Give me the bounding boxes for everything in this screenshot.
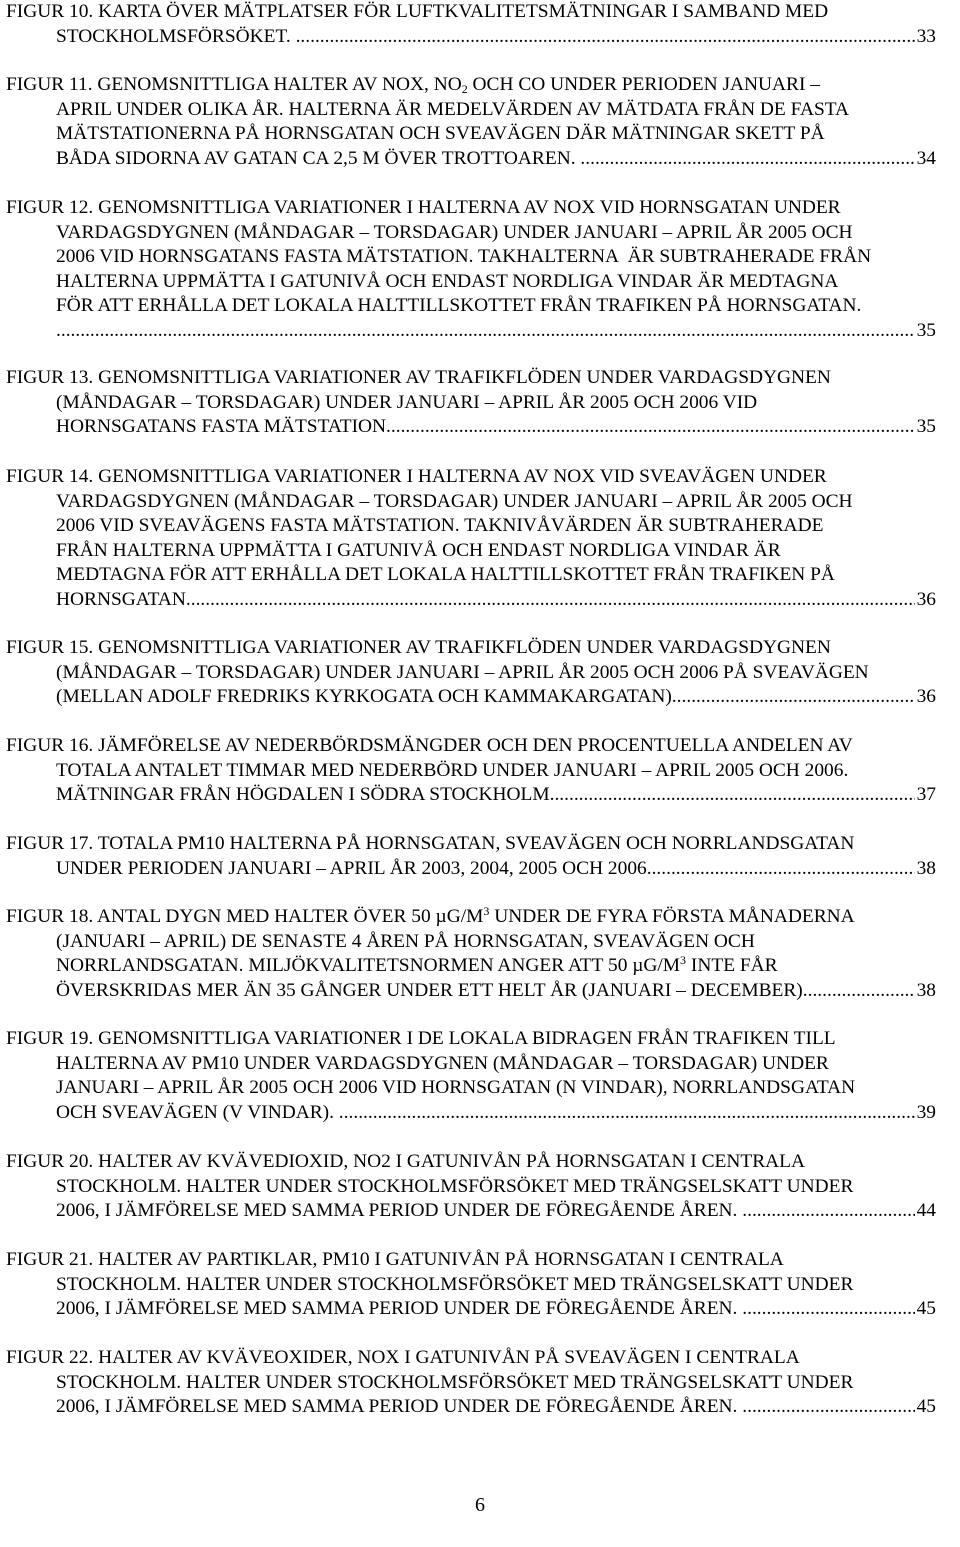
page-reference: 34	[916, 147, 936, 169]
toc-line-text: STOCKHOLM. HALTER UNDER STOCKHOLMSFÖRSÖKET MED TRÄNGSELSKATT UNDER	[56, 1273, 854, 1295]
toc-last-line	[6, 979, 936, 1004]
toc-line	[6, 1371, 936, 1396]
page-reference: 38	[916, 857, 936, 879]
toc-entry-figur-21[interactable]	[6, 1248, 936, 1322]
page-number: 6	[475, 1494, 485, 1516]
toc-last-line	[6, 1101, 936, 1126]
toc-line	[6, 73, 936, 98]
toc-entry-figur-20[interactable]	[6, 1150, 936, 1224]
toc-line	[6, 465, 936, 490]
toc-line-text: FIGUR 21. HALTER AV PARTIKLAR, PM10 I GATUNIVÅN PÅ HORNSGATAN I CENTRALA	[6, 1249, 784, 1270]
toc-line	[6, 514, 936, 539]
toc-line-text: (JANUARI – APRIL) DE SENASTE 4 ÅREN PÅ HORNSGATAN, SVEAVÄGEN OCH	[56, 930, 755, 952]
toc-entry-figur-18[interactable]	[6, 905, 936, 1003]
toc-line	[6, 661, 936, 686]
toc-line	[6, 1076, 936, 1101]
toc-line-text: 2006, I JÄMFÖRELSE MED SAMMA PERIOD UNDER DE FÖREGÅENDE ÅREN.	[56, 1298, 743, 1319]
toc-line	[6, 954, 936, 979]
superscript: 3	[680, 954, 687, 967]
toc-line	[6, 1346, 936, 1371]
toc-line	[6, 1027, 936, 1052]
toc-line-text: (MÅNDAGAR – TORSDAGAR) UNDER JANUARI – APRIL ÅR 2005 OCH 2006 VID	[56, 391, 758, 413]
toc-line-text: HALTERNA UPPMÄTTA I GATUNIVÅ OCH ENDAST NORDLIGA VINDAR ÄR MEDTAGNA	[56, 270, 839, 292]
dot-leader	[742, 1199, 914, 1224]
toc-line-text: VARDAGSDYGNEN (MÅNDAGAR – TORSDAGAR) UNDER JANUARI – APRIL ÅR 2005 OCH	[56, 490, 853, 512]
toc-line-text: MEDTAGNA FÖR ATT ERHÅLLA DET LOKALA HALTTILLSKOTTET FRÅN TRAFIKEN PÅ	[56, 564, 835, 585]
dot-leader	[56, 319, 915, 344]
toc-line-text: TOTALA ANTALET TIMMAR MED NEDERBÖRD UNDER JANUARI – APRIL 2005 OCH 2006.	[56, 759, 849, 781]
toc-line	[6, 196, 936, 221]
toc-line-text: 2006, I JÄMFÖRELSE MED SAMMA PERIOD UNDER DE FÖREGÅENDE ÅREN.	[56, 1200, 743, 1221]
page-reference: 38	[916, 979, 936, 1001]
toc-line-text: FIGUR 10. KARTA ÖVER MÄTPLATSER FÖR LUFTKVALITETSMÄTNINGAR I SAMBAND MED	[6, 1, 829, 22]
toc-line	[6, 759, 936, 784]
page-reference: 35	[916, 319, 936, 341]
toc-last-line	[6, 1297, 936, 1322]
page-reference: 45	[916, 1298, 936, 1319]
page-reference: 35	[916, 416, 936, 437]
toc-line-text: HALTERNA AV PM10 UNDER VARDAGSDYGNEN (MÅNDAGAR – TORSDAGAR) UNDER	[56, 1052, 829, 1074]
toc-line	[6, 1273, 936, 1298]
toc-line-text: BÅDA SIDORNA AV GATAN CA 2,5 M ÖVER TROTTOAREN.	[56, 147, 581, 169]
page-reference: 39	[916, 1101, 936, 1123]
toc-line-text: (MÅNDAGAR – TORSDAGAR) UNDER JANUARI – APRIL ÅR 2005 OCH 2006 PÅ SVEAVÄGEN	[56, 661, 869, 683]
toc-entry-figur-15[interactable]	[6, 636, 936, 710]
toc-line	[6, 539, 936, 564]
toc-line-text: UNDER DE FYRA FÖRSTA MÅNADERNA	[489, 906, 855, 927]
toc-line	[6, 1150, 936, 1175]
toc-last-line	[6, 783, 936, 808]
dot-leader	[677, 685, 915, 710]
toc-last-line	[6, 1395, 936, 1420]
toc-line-text: FIGUR 14. GENOMSNITTLIGA VARIATIONER I HALTERNA AV NOX VID SVEAVÄGEN UNDER	[6, 466, 827, 487]
page-reference: 36	[916, 686, 936, 707]
toc-line-text: FIGUR 11. GENOMSNITTLIGA HALTER AV NOX, NO	[6, 74, 462, 95]
toc-line	[6, 563, 936, 588]
dot-leader	[742, 1297, 914, 1322]
toc-line	[6, 1175, 936, 1200]
toc-entry-figur-11[interactable]	[6, 73, 936, 171]
toc-line-text: MÄTSTATIONERNA PÅ HORNSGATAN OCH SVEAVÄGEN DÄR MÄTNINGAR SKETT PÅ	[56, 123, 825, 144]
toc-line-text: 2006 VID SVEAVÄGENS FASTA MÄTSTATION. TAKNIVÅVÄRDEN ÄR SUBTRAHERADE	[56, 515, 824, 536]
toc-line	[6, 930, 936, 955]
toc-last-line	[6, 857, 936, 882]
toc-last-line	[6, 415, 936, 440]
toc-line-text: OCH CO UNDER PERIODEN JANUARI –	[467, 74, 825, 95]
toc-entry-figur-13[interactable]	[6, 366, 936, 440]
toc-line	[6, 391, 936, 416]
toc-line	[6, 98, 936, 123]
subscript: 2	[461, 82, 468, 96]
toc-line-text: HORNSGATANS FASTA MÄTSTATION.	[56, 416, 391, 437]
toc-last-line	[6, 25, 936, 50]
page-reference: 44	[916, 1200, 936, 1221]
toc-line-text: FIGUR 17. TOTALA PM10 HALTERNA PÅ HORNSGATAN, SVEAVÄGEN OCH NORRLANDSGATAN	[6, 833, 855, 854]
toc-line-text: MÄTNINGAR FRÅN HÖGDALEN I SÖDRA STOCKHOLM	[56, 784, 550, 805]
toc-line	[6, 734, 936, 759]
page-reference: 33	[916, 25, 936, 47]
toc-entry-figur-16[interactable]	[6, 734, 936, 808]
dot-leader	[580, 147, 914, 172]
toc-line-text: FIGUR 15. GENOMSNITTLIGA VARIATIONER AV TRAFIKFLÖDEN UNDER VARDAGSDYGNEN	[6, 637, 831, 658]
toc-entry-figur-14[interactable]	[6, 465, 936, 612]
toc-line-text: FIGUR 12. GENOMSNITTLIGA VARIATIONER I HALTERNA AV NOX VID HORNSGATAN UNDER	[6, 197, 841, 218]
toc-line	[6, 0, 936, 25]
toc-line	[6, 490, 936, 515]
dot-leader	[647, 857, 915, 882]
dot-leader	[742, 1395, 914, 1420]
dot-leader	[550, 783, 915, 808]
toc-line-text: FIGUR 19. GENOMSNITTLIGA VARIATIONER I DE LOKALA BIDRAGEN FRÅN TRAFIKEN TILL	[6, 1028, 836, 1049]
toc-line	[6, 366, 936, 391]
toc-line-text: OCH SVEAVÄGEN (V VINDAR).	[56, 1101, 339, 1123]
toc-line-text: FIGUR 22. HALTER AV KVÄVEOXIDER, NOX I GATUNIVÅN PÅ SVEAVÄGEN I CENTRALA	[6, 1347, 800, 1368]
toc-line-text: 2006, I JÄMFÖRELSE MED SAMMA PERIOD UNDER DE FÖREGÅENDE ÅREN.	[56, 1396, 743, 1417]
toc-line-text: FIGUR 18. ANTAL DYGN MED HALTER ÖVER 50 µG/M	[6, 906, 484, 927]
dot-leader	[391, 415, 915, 440]
toc-line	[6, 294, 936, 319]
toc-line	[6, 832, 936, 857]
dot-leader	[296, 25, 915, 50]
toc-last-line	[6, 147, 936, 172]
page-reference: 45	[916, 1396, 936, 1417]
toc-line-text: INTE FÅR	[686, 955, 778, 976]
toc-entry-figur-12[interactable]	[6, 196, 936, 343]
page-reference: 36	[916, 588, 936, 610]
toc-line-text: VARDAGSDYGNEN (MÅNDAGAR – TORSDAGAR) UNDER JANUARI – APRIL ÅR 2005 OCH	[56, 221, 853, 243]
toc-line-text: FRÅN HALTERNA UPPMÄTTA I GATUNIVÅ OCH ENDAST NORDLIGA VINDAR ÄR	[56, 539, 781, 561]
toc-line-text: JANUARI – APRIL ÅR 2005 OCH 2006 VID HORNSGATAN (N VINDAR), NORRLANDSGATAN	[56, 1077, 856, 1098]
toc-line	[6, 122, 936, 147]
toc-last-line	[6, 685, 936, 710]
toc-line	[6, 1052, 936, 1077]
toc-entry-figur-10[interactable]	[6, 0, 936, 49]
toc-last-line	[6, 319, 936, 344]
superscript: 3	[483, 905, 490, 918]
toc-line	[6, 221, 936, 246]
toc-line	[6, 1248, 936, 1273]
toc-line-text: STOCKHOLM. HALTER UNDER STOCKHOLMSFÖRSÖKET MED TRÄNGSELSKATT UNDER	[56, 1371, 854, 1393]
toc-entry-figur-19[interactable]	[6, 1027, 936, 1125]
page-reference: 37	[916, 784, 936, 805]
toc-line	[6, 270, 936, 295]
toc-line	[6, 636, 936, 661]
toc-entry-figur-17[interactable]	[6, 832, 936, 881]
toc-line	[6, 245, 936, 270]
toc-line-text: (MELLAN ADOLF FREDRIKS KYRKOGATA OCH KAMMAKARGATAN).	[56, 686, 677, 707]
toc-line-text: ÖVERSKRIDAS MER ÄN 35 GÅNGER UNDER ETT HELT ÅR (JANUARI – DECEMBER).	[56, 979, 808, 1001]
toc-entry-figur-22[interactable]	[6, 1346, 936, 1420]
toc-line-text: STOCKHOLMSFÖRSÖKET.	[56, 25, 296, 47]
toc-line-text: NORRLANDSGATAN. MILJÖKVALITETSNORMEN ANGER ATT 50 µG/M	[56, 955, 681, 976]
toc-line-text: FIGUR 20. HALTER AV KVÄVEDIOXID, NO2 I GATUNIVÅN PÅ HORNSGATAN I CENTRALA	[6, 1151, 806, 1172]
toc-line	[6, 905, 936, 930]
toc-last-line	[6, 1199, 936, 1224]
toc-line-text: 2006 VID HORNSGATANS FASTA MÄTSTATION. TAKHALTERNA ÄR SUBTRAHERADE FRÅN	[56, 246, 872, 267]
dot-leader	[186, 588, 915, 613]
toc-line-text: APRIL UNDER OLIKA ÅR. HALTERNA ÄR MEDELVÄRDEN AV MÄTDATA FRÅN DE FASTA	[56, 98, 850, 120]
toc-line-text: HORNSGATAN	[56, 588, 186, 610]
toc-line-text: UNDER PERIODEN JANUARI – APRIL ÅR 2003, 2004, 2005 OCH 2006	[56, 857, 647, 879]
toc-line-text: FIGUR 16. JÄMFÖRELSE AV NEDERBÖRDSMÄNGDER OCH DEN PROCENTUELLA ANDELEN AV	[6, 735, 853, 756]
toc-line-text: FIGUR 13. GENOMSNITTLIGA VARIATIONER AV TRAFIKFLÖDEN UNDER VARDAGSDYGNEN	[6, 367, 831, 388]
toc-line-text: FÖR ATT ERHÅLLA DET LOKALA HALTTILLSKOTTET FRÅN TRAFIKEN PÅ HORNSGATAN.	[56, 295, 862, 316]
toc-line-text: STOCKHOLM. HALTER UNDER STOCKHOLMSFÖRSÖKET MED TRÄNGSELSKATT UNDER	[56, 1175, 854, 1197]
toc-last-line	[6, 588, 936, 613]
dot-leader	[808, 979, 915, 1004]
dot-leader	[339, 1101, 915, 1126]
